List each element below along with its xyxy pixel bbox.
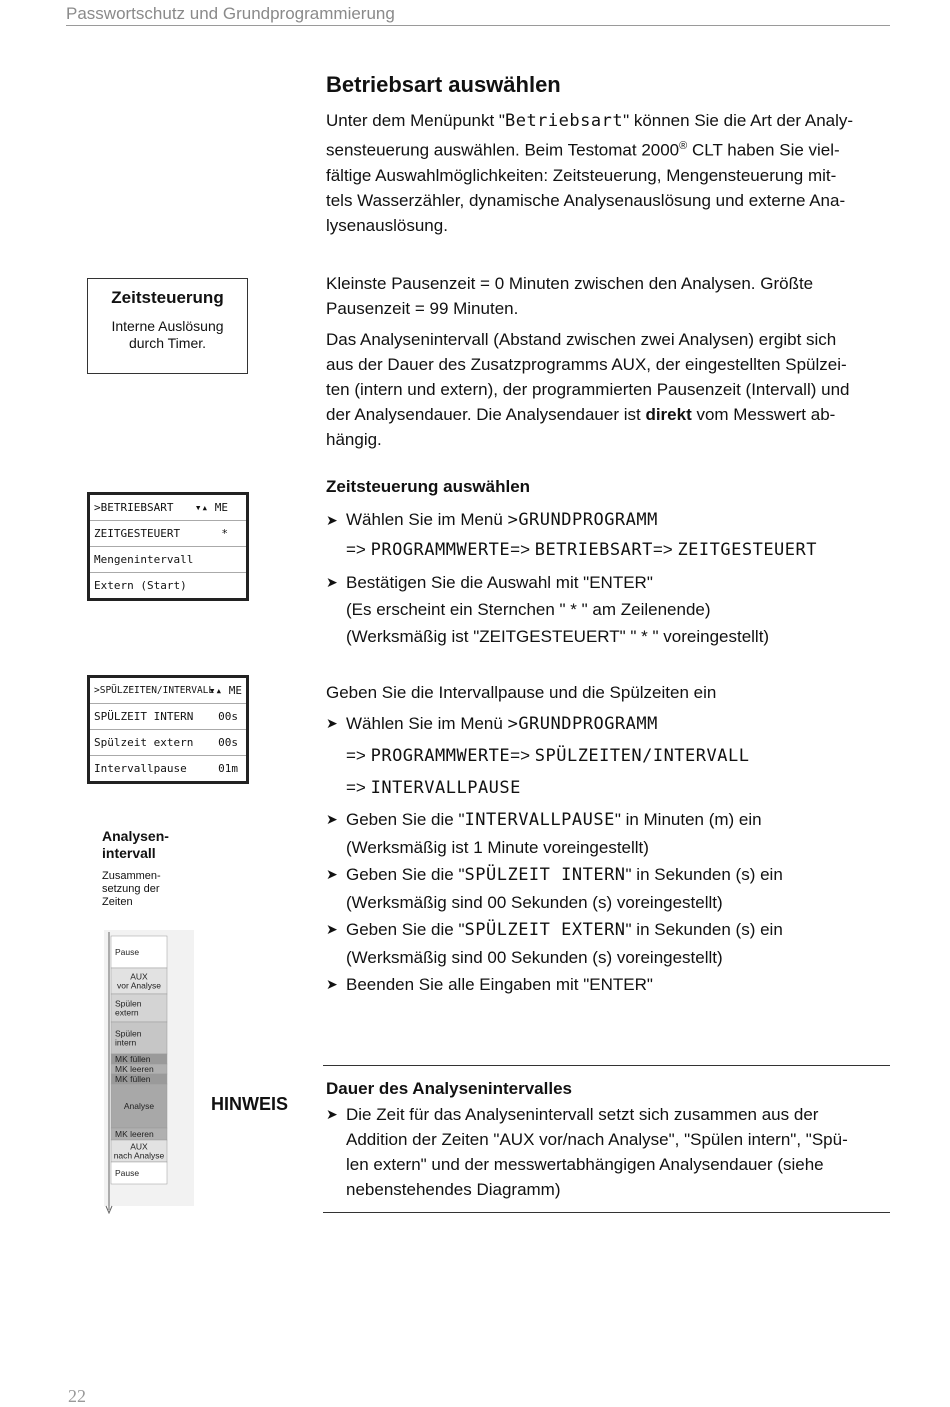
- lcd-row: Intervallpause 01m: [94, 762, 238, 775]
- arrow-icon: ➤: [326, 976, 338, 992]
- intro-line: fältige Auswahlmöglichkeiten: Zeitsteuerung, Mengensteuerung mit-: [326, 165, 837, 185]
- section-title: Betriebsart auswählen: [326, 72, 561, 97]
- arrow-icon: ➤: [326, 921, 338, 937]
- divider: [323, 1065, 890, 1066]
- diagram-segment-label: Pause: [115, 947, 140, 957]
- divider: [323, 1212, 890, 1213]
- instruction-bullet: ➤ Wählen Sie im Menü >GRUNDPROGRAMM: [326, 708, 891, 740]
- interval-composition-diagram: [104, 930, 194, 1214]
- instruction-bullet: ➤ Bestätigen Sie die Auswahl mit "ENTER": [326, 569, 891, 596]
- diagram-segment-label: Spülen: [115, 998, 142, 1009]
- instruction-bullet: ➤ Geben Sie die "SPÜLZEIT EXTERN" in Sekunden (s) ein: [326, 916, 891, 944]
- hinweis-title: Dauer des Analysenintervalles: [326, 1079, 572, 1098]
- intro-line: tels Wasserzähler, dynamische Analysenauslösung und externe Ana-: [326, 190, 846, 210]
- running-header: [66, 4, 890, 26]
- lcd-row: >SPÜLZEITEN/INTERVALL ▾▴ ME: [90, 678, 246, 704]
- lcd-row: SPÜLZEIT INTERN 00s: [90, 704, 246, 730]
- hinweis-label: HINWEIS: [211, 1094, 289, 1114]
- diagram-segment-label: MK füllen: [115, 1054, 151, 1064]
- intro-paragraph: [326, 108, 891, 238]
- diagram-segment-label: intern: [115, 1037, 137, 1048]
- diagram-segment-label: nach Analyse: [113, 1150, 165, 1161]
- zeitsteuerung-sidebox: [87, 278, 248, 374]
- zusammensetzung-label: Zusammen- setzung der Zeiten: [102, 870, 161, 908]
- interval-paragraph: Das Analysenintervall (Abstand zwischen zwei Analysen) ergibt sich aus der Dauer des Zusatzprogramms AUX, der eingestellten Spülzei- ten (intern und extern), der programmierten Pausenzeit (Intervall) und der Analysendauer. Die Analysendauer ist direkt vom Messwert ab- hängig.: [326, 330, 850, 449]
- zeit-select-block: Zeitsteuerung auswählen ➤ Wählen Sie im Menü >GRUNDPROGRAMM => PROGRAMMWERTE=> BETRIEBSART=> ZEITGESTEUERT ➤ Bestätigen Sie die Auswahl mit "ENTER" (Es erscheint ein Sternchen " * " am Zeilenende) (Werksmäßig ist "ZEITGESTEUERT" " * " voreingestellt): [326, 474, 891, 650]
- running-header-title: Passwortschutz und Grundprogrammierung: [66, 4, 395, 23]
- lcd-display-betriebsart: [87, 492, 249, 601]
- arrow-icon: ➤: [326, 715, 338, 731]
- diagram-segment-label: MK leeren: [115, 1129, 154, 1139]
- diagram-segment-label: Analyse: [123, 1101, 155, 1111]
- arrow-icon: ➤: [326, 811, 338, 827]
- diagram-segment-label: Pause: [115, 1168, 140, 1178]
- sidebox-text: Interne Auslösung durch Timer.: [111, 318, 224, 351]
- instruction-bullet: ➤ Wählen Sie im Menü >GRUNDPROGRAMM: [326, 505, 891, 535]
- sidebox-title: Zeitsteuerung: [111, 288, 224, 307]
- instruction-bullet: ➤ Geben Sie die "SPÜLZEIT INTERN" in Sekunden (s) ein: [326, 861, 891, 889]
- analysenintervall-label: Analysen- intervall: [102, 828, 169, 861]
- subheading: Zeitsteuerung auswählen: [326, 477, 531, 496]
- diagram-segment-label: Spülen: [115, 1028, 142, 1039]
- lcd-row: Mengenintervall: [90, 547, 246, 573]
- arrow-icon: ➤: [326, 512, 338, 528]
- lcd-display-spuelzeiten: [87, 675, 249, 784]
- instruction-bullet: ➤ Geben Sie die "INTERVALLPAUSE" in Minuten (m) ein: [326, 806, 891, 834]
- diagram-segment-label: AUX: [130, 971, 148, 982]
- lcd-row: ZEITGESTEUERT *: [90, 521, 246, 547]
- subheading-plain: Geben Sie die Intervallpause und die Spülzeiten ein: [326, 683, 717, 702]
- instruction-bullet: ➤ Beenden Sie alle Eingaben mit "ENTER": [326, 971, 891, 998]
- lcd-row: >BETRIEBSART ▾▴ ME: [90, 495, 246, 521]
- page-number: 22: [68, 1386, 86, 1406]
- arrow-icon: ➤: [326, 866, 338, 882]
- menu-path: => INTERVALLPAUSE: [346, 778, 521, 798]
- arrow-icon: ➤: [326, 1106, 338, 1122]
- intro-line: sensteuerung auswählen. Beim Testomat 2000® CLT haben Sie viel-: [326, 140, 840, 160]
- lcd-row: Spülzeit extern 00s: [90, 730, 246, 756]
- diagram-segment-label: MK füllen: [115, 1074, 151, 1084]
- hinweis-block: [326, 1076, 891, 1202]
- pause-paragraph: Kleinste Pausenzeit = 0 Minuten zwischen den Analysen. Größte Pausenzeit = 99 Minuten.: [326, 274, 814, 318]
- arrow-icon: ➤: [326, 574, 338, 590]
- diagram-svg: [104, 930, 194, 1214]
- bold-direkt: direkt: [645, 405, 692, 424]
- interval-instructions: Geben Sie die Intervallpause und die Spülzeiten ein ➤ Wählen Sie im Menü >GRUNDPROGRAMM => PROGRAMMWERTE=> SPÜLZEITEN/INTERVALL => INTERVALLPAUSE ➤ Geben Sie die "INTERVALLPAUSE" in Minuten (m) ein (Werksmäßig ist 1 Minute voreingestellt) ➤ Geben Sie die "SPÜLZEIT INTERN" in Sekunden (s) ein (Werksmäßig sind 00 Sekunden (s) voreingestellt) ➤ Geben Sie die "SPÜLZEIT EXTERN" in Sekunden (s) ein (Werksmäßig sind 00 Sekunden (s) voreingestellt) ➤ Beenden Sie alle Eingaben mit "ENTER": [326, 680, 891, 998]
- diagram-segment-label: AUX: [130, 1141, 148, 1152]
- lcd-row: Extern (Start): [94, 579, 187, 592]
- intro-line: Unter dem Menüpunkt "Betriebsart" können Sie die Art der Analy-: [326, 111, 854, 131]
- intro-line: lysenauslösung.: [326, 215, 448, 235]
- diagram-segment-label: vor Analyse: [117, 980, 161, 991]
- diagram-segment-label: MK leeren: [115, 1064, 154, 1074]
- menu-path: => PROGRAMMWERTE=> SPÜLZEITEN/INTERVALL: [346, 746, 750, 766]
- menu-path: => PROGRAMMWERTE=> BETRIEBSART=> ZEITGESTEUERT: [346, 540, 817, 560]
- diagram-segment-label: extern: [115, 1007, 139, 1018]
- hinweis-bullet: ➤ Die Zeit für das Analysenintervall setzt sich zusammen aus der Addition der Zeiten "AUX vor/nach Analyse", "Spülen intern", "Spü- len extern" und der messwertabhängigen Analysendauer (siehe nebenstehendes Diagramm): [326, 1102, 891, 1202]
